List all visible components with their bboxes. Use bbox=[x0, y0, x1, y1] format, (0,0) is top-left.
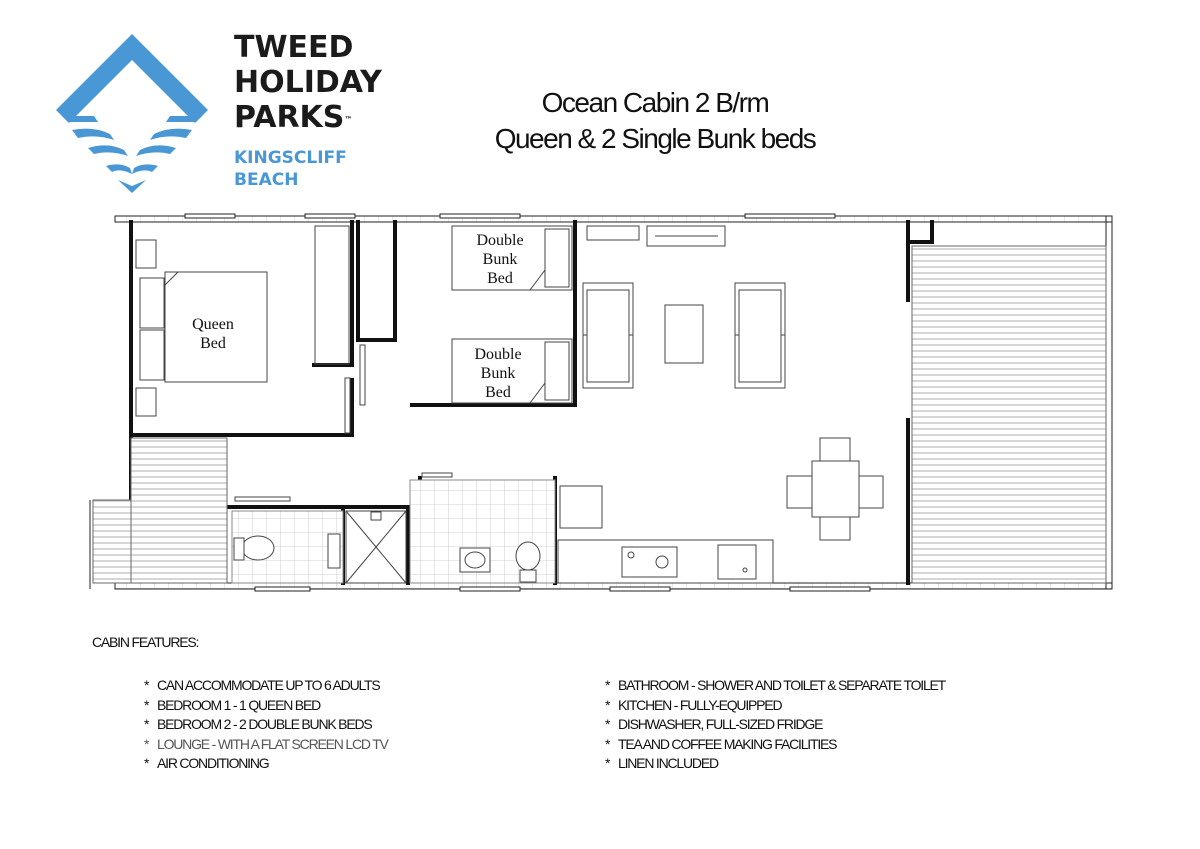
feature-text: TEA AND COFFEE MAKING FACILITIES bbox=[618, 735, 837, 752]
feature-item bbox=[144, 754, 388, 774]
brand-name-line: TWEED bbox=[234, 30, 354, 65]
queen-bed-label-line: Bed bbox=[200, 335, 226, 352]
brand-location-line: BEACH bbox=[234, 170, 299, 190]
feature-text: BEDROOM 1 - 1 QUEEN BED bbox=[157, 696, 320, 713]
brand-name-line: PARKS bbox=[234, 100, 345, 135]
feature-text: LINEN INCLUDED bbox=[618, 755, 718, 772]
kitchen-counter bbox=[558, 486, 773, 583]
feature-text: LOUNGE - WITH A FLAT SCREEN LCD TV bbox=[157, 735, 388, 752]
bullet-star: * bbox=[144, 735, 149, 752]
queen-bed-label bbox=[170, 315, 256, 353]
feature-text: AIR CONDITIONING bbox=[157, 755, 269, 772]
bunk-bed-top-label bbox=[462, 231, 538, 288]
bullet-star: * bbox=[144, 696, 149, 713]
feature-item bbox=[144, 696, 388, 716]
features-list-right bbox=[605, 676, 945, 774]
bunk-bed-label-line: Double bbox=[476, 232, 524, 249]
features-heading: CABIN FEATURES: bbox=[92, 634, 199, 650]
front-deck bbox=[912, 246, 1106, 583]
doors bbox=[235, 226, 452, 501]
bullet-star: * bbox=[144, 716, 149, 733]
feature-item bbox=[144, 715, 388, 735]
feature-item bbox=[605, 735, 945, 755]
bullet-star: * bbox=[605, 677, 610, 693]
shower bbox=[346, 511, 406, 583]
feature-item bbox=[144, 735, 388, 755]
bunk-bed-bottom-label bbox=[460, 345, 536, 402]
feature-item bbox=[605, 676, 945, 696]
feature-text: CAN ACCOMMODATE UP TO 6 ADULTS bbox=[157, 677, 380, 693]
bullet-star: * bbox=[605, 696, 610, 713]
entry-step bbox=[93, 500, 131, 583]
bunk-bed-label-line: Bunk bbox=[480, 365, 516, 382]
queen-bed-label-line: Queen bbox=[192, 316, 234, 333]
bullet-star: * bbox=[605, 755, 610, 772]
feature-item bbox=[605, 715, 945, 735]
trademark-symbol: ™ bbox=[344, 115, 353, 124]
bunk-bed-label-line: Bed bbox=[485, 384, 511, 401]
feature-item bbox=[144, 676, 388, 696]
feature-item bbox=[605, 696, 945, 716]
brand-location-line: KINGSCLIFF bbox=[234, 148, 347, 168]
feature-item bbox=[605, 754, 945, 774]
lounge-furniture bbox=[583, 226, 785, 388]
bunk-bed-label-line: Double bbox=[474, 346, 522, 363]
bunk-bed-label-line: Bed bbox=[487, 270, 513, 287]
brand-name-line: HOLIDAY bbox=[234, 65, 382, 100]
title-line-2: Queen & 2 Single Bunk beds bbox=[494, 123, 816, 154]
feature-text: DISHWASHER, FULL-SIZED FRIDGE bbox=[618, 716, 823, 733]
title-line-1: Ocean Cabin 2 B/rm bbox=[541, 87, 769, 118]
bullet-star: * bbox=[144, 755, 149, 772]
bullet-star: * bbox=[605, 735, 610, 752]
feature-text: BATHROOM - SHOWER AND TOILET & SEPARATE TOILET bbox=[618, 677, 946, 693]
features-list-left bbox=[144, 676, 388, 774]
bullet-star: * bbox=[605, 716, 610, 733]
feature-text: BEDROOM 2 - 2 DOUBLE BUNK BEDS bbox=[157, 716, 372, 733]
bullet-star: * bbox=[144, 677, 149, 693]
feature-text: KITCHEN - FULLY-EQUIPPED bbox=[618, 696, 782, 713]
dining-table bbox=[787, 438, 883, 540]
bunk-bed-label-line: Bunk bbox=[482, 251, 518, 268]
side-deck bbox=[131, 438, 227, 583]
